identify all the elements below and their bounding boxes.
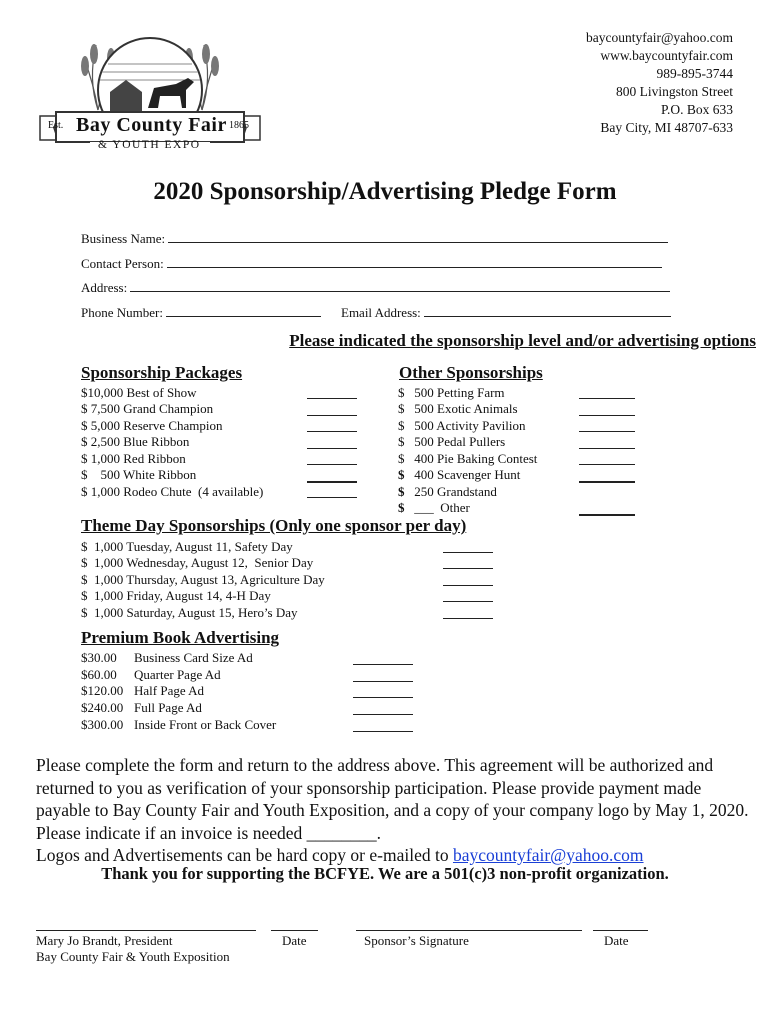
pledge-blank[interactable] xyxy=(307,414,357,416)
pledge-blank[interactable] xyxy=(353,730,413,732)
list-item: $ 1,000 Wednesday, August 12, Senior Day xyxy=(81,555,314,570)
list-item: $300.00 Inside Front or Back Cover xyxy=(81,717,277,732)
pledge-blank[interactable] xyxy=(443,600,493,602)
email-link[interactable]: baycountyfair@yahoo.com xyxy=(452,845,644,865)
email-field[interactable] xyxy=(341,305,671,321)
other-sponsorships-heading: Other Sponsorships xyxy=(399,363,543,382)
instructions-text: Please complete the form and return to the address above. This agreement will be authorized and returned to you as verification of your sponsorship participation. Please provide payment made payable to Bay County Fair and Youth Exposition, and a copy of your company logo by May 1, 2020. Please indicate if an invoice is needed ________. xyxy=(36,755,749,843)
president-date-label: Date xyxy=(282,933,307,948)
president-date-line[interactable] xyxy=(271,929,318,931)
list-item: $ 500 Exotic Animals xyxy=(398,401,518,416)
list-item: $ 250 Grandstand xyxy=(398,484,497,499)
instructions-paragraph xyxy=(36,754,756,867)
options-heading: Please indicated the sponsorship level and/or advertising options xyxy=(289,331,756,350)
pledge-blank[interactable] xyxy=(443,617,493,619)
pledge-blank[interactable] xyxy=(353,663,413,665)
contact-city: Bay City, MI 48707-633 xyxy=(600,120,733,135)
list-item: $30.00 Business Card Size Ad xyxy=(81,650,253,665)
list-item: $ 400 Pie Baking Contest xyxy=(398,451,538,466)
president-signature-line[interactable] xyxy=(36,929,256,931)
fair-logo-graphic xyxy=(36,30,264,156)
email-line[interactable] xyxy=(424,305,671,317)
pledge-blank[interactable] xyxy=(443,567,493,569)
contact-person-label: Contact Person: xyxy=(81,256,164,271)
contact-email: baycountyfair@yahoo.com xyxy=(585,30,733,45)
phone-field[interactable] xyxy=(81,305,321,321)
address-line[interactable] xyxy=(130,280,670,292)
list-item: $ 1,000 Tuesday, August 11, Safety Day xyxy=(81,539,293,554)
list-item: $ 7,500 Grand Champion xyxy=(81,401,214,416)
pledge-blank[interactable] xyxy=(579,513,635,516)
list-item: $240.00 Full Page Ad xyxy=(81,700,202,715)
president-org: Bay County Fair & Youth Exposition xyxy=(36,949,230,964)
pledge-blank[interactable] xyxy=(579,430,635,432)
list-item: $ 1,000 Rodeo Chute (4 available) xyxy=(81,484,264,499)
president-name: Mary Jo Brandt, President xyxy=(36,933,173,948)
list-item: $ 500 Pedal Pullers xyxy=(398,434,506,449)
contact-block xyxy=(586,29,733,137)
list-item: $120.00 Half Page Ad xyxy=(81,683,205,698)
logo-year: 1865 xyxy=(229,120,249,131)
pledge-blank[interactable] xyxy=(579,463,635,465)
contact-website: www.baycountyfair.com xyxy=(600,48,733,63)
list-item: $ 1,000 Thursday, August 13, Agriculture Day xyxy=(81,572,325,587)
sponsor-signature-line[interactable] xyxy=(356,929,582,931)
phone-line[interactable] xyxy=(166,305,321,317)
logo-est: Est. xyxy=(48,120,64,131)
logo-subtitle: & YOUTH EXPO xyxy=(98,139,201,151)
thank-you-note: Thank you for supporting the BCFYE. We are a 501(c)3 non-profit organization. xyxy=(101,864,669,883)
pledge-blank[interactable] xyxy=(307,447,357,449)
business-name-line[interactable] xyxy=(168,231,668,243)
pledge-blank[interactable] xyxy=(579,480,635,483)
page-title: 2020 Sponsorship/Advertising Pledge Form xyxy=(153,178,617,205)
pledge-blank[interactable] xyxy=(307,397,357,399)
pledge-blank[interactable] xyxy=(353,680,413,682)
list-item: $ 1,000 Friday, August 14, 4-H Day xyxy=(81,588,271,603)
fair-logo xyxy=(36,30,264,156)
list-item: $ 500 White Ribbon xyxy=(81,467,197,482)
list-item: $ 5,000 Reserve Champion xyxy=(81,418,223,433)
pledge-blank[interactable] xyxy=(579,397,635,399)
business-name-label: Business Name: xyxy=(81,231,166,246)
contact-person-line[interactable] xyxy=(167,256,662,268)
contact-person-field[interactable] xyxy=(81,256,662,272)
sponsorship-packages-heading: Sponsorship Packages xyxy=(81,363,243,382)
list-item: $ 500 Activity Pavilion xyxy=(398,418,526,433)
pledge-blank[interactable] xyxy=(443,584,493,586)
contact-pobox: P.O. Box 633 xyxy=(660,102,733,117)
list-item: $60.00 Quarter Page Ad xyxy=(81,667,221,682)
pledge-blank[interactable] xyxy=(307,463,357,465)
list-item: $ 400 Scavenger Hunt xyxy=(398,467,521,482)
list-item: $ 1,000 Red Ribbon xyxy=(81,451,186,466)
pledge-blank[interactable] xyxy=(353,713,413,715)
pledge-blank[interactable] xyxy=(307,480,357,483)
email-label: Email Address: xyxy=(341,305,421,320)
business-name-field[interactable] xyxy=(81,231,668,247)
list-item: $10,000 Best of Show xyxy=(81,385,197,400)
pledge-blank[interactable] xyxy=(307,496,357,498)
list-item: $ 1,000 Saturday, August 15, Hero’s Day xyxy=(81,605,298,620)
list-item: $ ___ Other xyxy=(398,500,470,515)
pledge-blank[interactable] xyxy=(353,696,413,698)
address-label: Address: xyxy=(81,280,128,295)
theme-day-heading: Theme Day Sponsorships (Only one sponsor per day) xyxy=(81,516,467,535)
pledge-blank[interactable] xyxy=(579,414,635,416)
contact-street: 800 Livingston Street xyxy=(616,84,733,99)
list-item: $ 2,500 Blue Ribbon xyxy=(81,434,190,449)
premium-book-heading: Premium Book Advertising xyxy=(81,628,280,647)
sponsor-date-line[interactable] xyxy=(593,929,648,931)
pledge-blank[interactable] xyxy=(307,430,357,432)
pledge-blank[interactable] xyxy=(579,447,635,449)
sponsor-signature-label: Sponsor’s Signature xyxy=(364,933,469,948)
phone-label: Phone Number: xyxy=(81,305,163,320)
list-item: $ 500 Petting Farm xyxy=(398,385,505,400)
sponsor-date-label: Date xyxy=(604,933,629,948)
address-field[interactable] xyxy=(81,280,670,296)
logos-text: Logos and Advertisements can be hard copy or e-mailed to xyxy=(36,845,449,865)
pledge-blank[interactable] xyxy=(443,551,493,553)
logo-name: Bay County Fair xyxy=(76,114,227,136)
contact-phone: 989-895-3744 xyxy=(656,66,733,81)
